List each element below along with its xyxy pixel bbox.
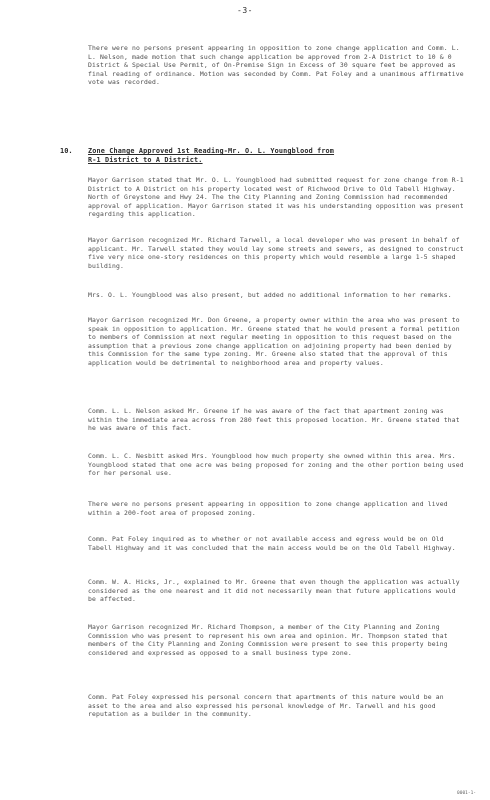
paragraph-8: Comm. Pat Foley inquired as to whether or not available access and egress would be on Old Tabell Highway and it was concluded that the main access would be on the Old Tabell Highway. — [88, 535, 456, 552]
paragraph-9: Comm. W. A. Hicks, Jr., explained to Mr. Greene that even though the application was actually considered as the one nearest and it did not necessarily mean that future applications would be affected. — [88, 578, 464, 604]
item-heading-line-1: Zone Change Approved 1st Reading-Mr. O. L. Youngblood from — [88, 147, 335, 155]
footer-code: 0001-1- — [457, 791, 476, 796]
paragraph-4: Mayor Garrison recognized Mr. Don Greene, a property owner within the area who was present to speak in opposition to application. Mr. Greene stated that he would present a formal petition to members of Commission at next regular meeting in opposition to this request based on the assumption that a previous zone change application on adjoining property had been denied by this Commission for the same type zoning. Mr. Greene also stated that the approval of this application would be detrimental to neighborhood area and property values. — [88, 316, 464, 367]
paragraph-2: Mayor Garrison recognized Mr. Richard Tarwell, a local developer who was present in behalf of applicant. Mr. Tarwell stated they would lay some streets and sewers, as designed to construct five very nice one-story residences on this property which would resemble a large 1-5 shaped building. — [88, 236, 468, 270]
paragraph-6: Comm. L. C. Nesbitt asked Mrs. Youngblood how much property she owned within this area. Mrs. Youngblood stated that one acre was being proposed for zoning and the other portion being used for her personal use. — [88, 452, 468, 478]
paragraph-7: There were no persons present appearing in opposition to zone change application and lived within a 200-foot area of proposed zoning. — [88, 500, 452, 517]
intro-paragraph: There were no persons present appearing in opposition to zone change application and Comm. L. L. Nelson, made motion that such change application be approved from 2-A District to 10 & 0 District & Special Use Permit, of On-Premise Sign in Excess of 30 square feet be approved as final reading of ordinance. Motion was seconded by Comm. Pat Foley and a unanimous affirmative vote was recorded. — [88, 44, 468, 87]
paragraph-11: Comm. Pat Foley expressed his personal concern that apartments of this nature would be an asset to the area and also expressed his personal knowledge of Mr. Tarwell and his good reputation as a builder in the community. — [88, 693, 448, 719]
paragraph-3: Mrs. O. L. Youngblood was also present, but added no additional information to her remarks. — [88, 291, 452, 299]
item-number: 10. — [60, 147, 73, 155]
item-heading-line-2: R-1 District to A District. — [88, 156, 203, 164]
page-number: -3- — [237, 6, 253, 15]
item-heading — [88, 147, 466, 165]
paragraph-1: Mayor Garrison stated that Mr. O. L. Youngblood had submitted request for zone change from R-1 District to A District on his property located west of Richwood Drive to Old Tabell Highway. North of Greystone and Hwy 24. The the City Planning and Zoning Commission had recommended approval of application. Mayor Garrison stated it was his understanding opposition was present regarding this application. — [88, 176, 468, 219]
paragraph-10: Mayor Garrison recognized Mr. Richard Thompson, a member of the City Planning and Zoning Commission who was present to represent his own area and opinion. Mr. Thompson stated that members of the City Planning and Zoning Commission were present to see this property being considered and expressed as opposed to a small business type zone. — [88, 623, 452, 657]
paragraph-5: Comm. L. L. Nelson asked Mr. Greene if he was aware of the fact that apartment zoning was within the immediate area across from 280 feet this proposed location. Mr. Greene stated that he was aware of this fact. — [88, 407, 464, 433]
